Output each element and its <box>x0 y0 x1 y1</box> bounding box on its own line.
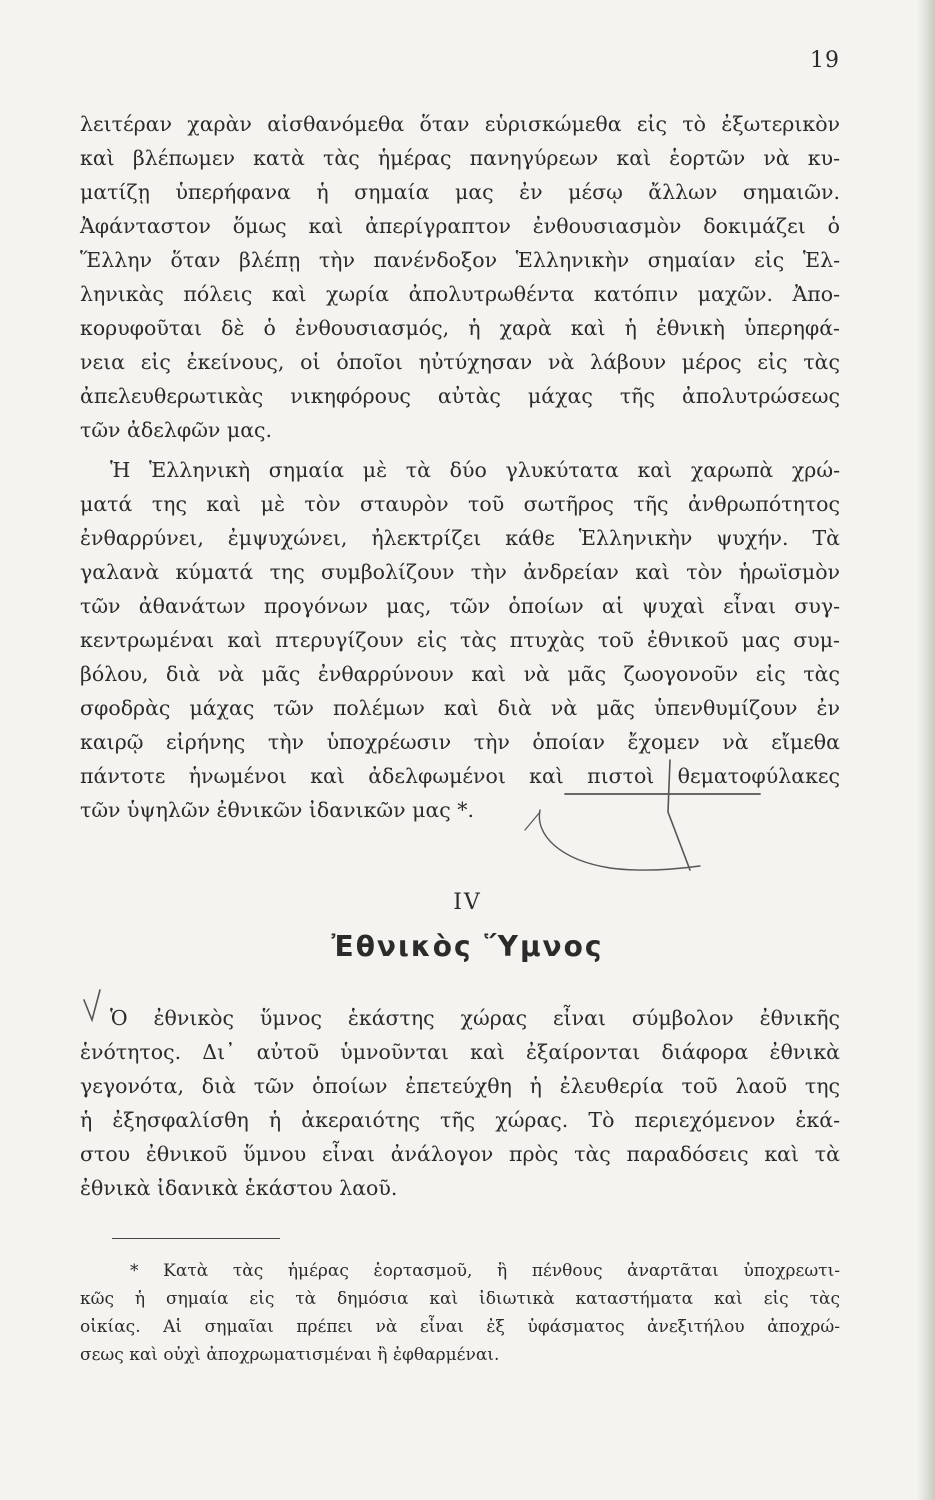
pencil-mark-cross <box>525 760 760 870</box>
text-line: ματά της καὶ μὲ τὸν σταυρὸν τοῦ σωτῆρος τῆς ἀνθρωπότητος <box>80 492 840 516</box>
page-number: 19 <box>810 48 840 73</box>
text-line: ἐνθαρρύνει, ἐμψυχώνει, ἠλεκτρίζει κάθε Ἑλληνικὴν ψυχήν. Τὰ <box>80 526 840 550</box>
footnote-line: * Κατὰ τὰς ἡμέρας ἑορτασμοῦ, ἢ πένθους ἀναρτᾶται ὑποχρεωτι- <box>130 1261 840 1281</box>
text-line: Ἀφάνταστον ὅμως καὶ ἀπερίγραπτον ἐνθουσιασμὸν δοκιμάζει ὁ <box>80 214 840 238</box>
text-line: ἑνότητος. Δι᾽ αὐτοῦ ὑμνοῦνται καὶ ἐξαίρονται διάφορα ἐθνικὰ <box>80 1040 840 1064</box>
footnote-line: σεως καὶ οὐχὶ ἀποχρωματισμέναι ἢ ἐφθαρμέναι. <box>80 1345 500 1365</box>
text-line: πάντοτε ἡνωμένοι καὶ ἀδελφωμένοι καὶ πιστοὶ θεματοφύλακες <box>80 764 840 788</box>
text-line: γαλανὰ κύματά της συμβολίζουν τὴν ἀνδρείαν καὶ τὸν ἡρωϊσμὸν <box>80 560 840 584</box>
text-line: ἀπελευθερωτικὰς νικηφόρους αὐτὰς μάχας τῆς ἀπολυτρώσεως <box>80 384 840 408</box>
check-mark-icon <box>84 990 100 1020</box>
footnote-line: οἰκίας. Αἱ σημαῖαι πρέπει νὰ εἶναι ἐξ ὑφάσματος ἀνεξιτήλου ἀποχρώ- <box>80 1317 840 1337</box>
text-line: λειτέραν χαρὰν αἰσθανόμεθα ὅταν εὑρισκώμεθα εἰς τὸ ἐξωτερικὸν <box>80 112 840 136</box>
text-line: Ὁ ἐθνικὸς ὕμνος ἑκάστης χώρας εἶναι σύμβολον ἐθνικῆς <box>110 1006 840 1030</box>
text-line: καὶ βλέπωμεν κατὰ τὰς ἡμέρας πανηγύρεων καὶ ἑορτῶν νὰ κυ- <box>80 146 840 170</box>
text-line: σφοδρὰς μάχας τῶν πολέμων καὶ διὰ νὰ μᾶς ὑπενθυμίζουν ἐν <box>80 696 840 720</box>
text-line: στου ἐθνικοῦ ὕμνου εἶναι ἀνάλογον πρὸς τὰς παραδόσεις καὶ τὰ <box>80 1142 840 1166</box>
text-line: κορυφοῦται δὲ ὁ ἐνθουσιασμός, ἡ χαρὰ καὶ ἡ ἐθνικὴ ὑπερηφά- <box>80 316 840 340</box>
text-line: τῶν ὑψηλῶν ἐθνικῶν ἰδανικῶν μας *. <box>80 798 475 822</box>
text-line: Ἕλλην ὅταν βλέπῃ τὴν πανένδοξον Ἑλληνικὴν σημαίαν εἰς Ἑλ- <box>80 248 840 272</box>
text-line: ματίζῃ ὑπερήφανα ἡ σημαία μας ἐν μέσῳ ἄλλων σημαιῶν. <box>80 180 840 204</box>
text-line: τῶν ἀδελφῶν μας. <box>80 418 273 442</box>
text-line: καιρῷ εἰρήνης τὴν ὑποχρέωσιν τὴν ὁποίαν ἔχομεν νὰ εἴμεθα <box>80 730 840 754</box>
text-line: βόλου, διὰ νὰ μᾶς ἐνθαρρύνουν καὶ νὰ μᾶς ζωογονοῦν εἰς τὰς <box>80 662 840 686</box>
text-line: νεια εἰς ἐκείνους, οἱ ὁποῖοι ηὐτύχησαν νὰ λάβουν μέρος εἰς τὰς <box>80 350 840 374</box>
section-title: Ἐθνικὸς Ὕμνος <box>331 930 604 963</box>
text-line: κεντρωμέναι καὶ πτερυγίζουν εἰς τὰς πτυχὰς τοῦ ἐθνικοῦ μας συμ- <box>80 628 840 652</box>
text-line: Ἡ Ἑλληνικὴ σημαία μὲ τὰ δύο γλυκύτατα καὶ χαρωπὰ χρώ- <box>110 458 840 482</box>
section-number: IV <box>453 890 482 915</box>
text-line: τῶν ἀθανάτων προγόνων μας, τῶν ὁποίων αἱ ψυχαὶ εἶναι συγ- <box>80 594 840 618</box>
text-line: ἡ ἐξησφαλίσθη ἡ ἀκεραιότης τῆς χώρας. Τὸ περιεχόμενον ἑκά- <box>80 1108 840 1132</box>
text-line: ληνικὰς πόλεις καὶ χωρία ἀπολυτρωθέντα κατόπιν μαχῶν. Ἀπο- <box>80 282 840 306</box>
text-line: γεγονότα, διὰ τῶν ὁποίων ἐπετεύχθη ἡ ἐλευθερία τοῦ λαοῦ της <box>80 1074 840 1098</box>
footnote-line: κῶς ἡ σημαία εἰς τὰ δημόσια καὶ ἰδιωτικὰ καταστήματα καὶ εἰς τὰς <box>80 1289 840 1309</box>
text-line: ἐθνικὰ ἰδανικὰ ἑκάστου λαοῦ. <box>80 1176 398 1200</box>
